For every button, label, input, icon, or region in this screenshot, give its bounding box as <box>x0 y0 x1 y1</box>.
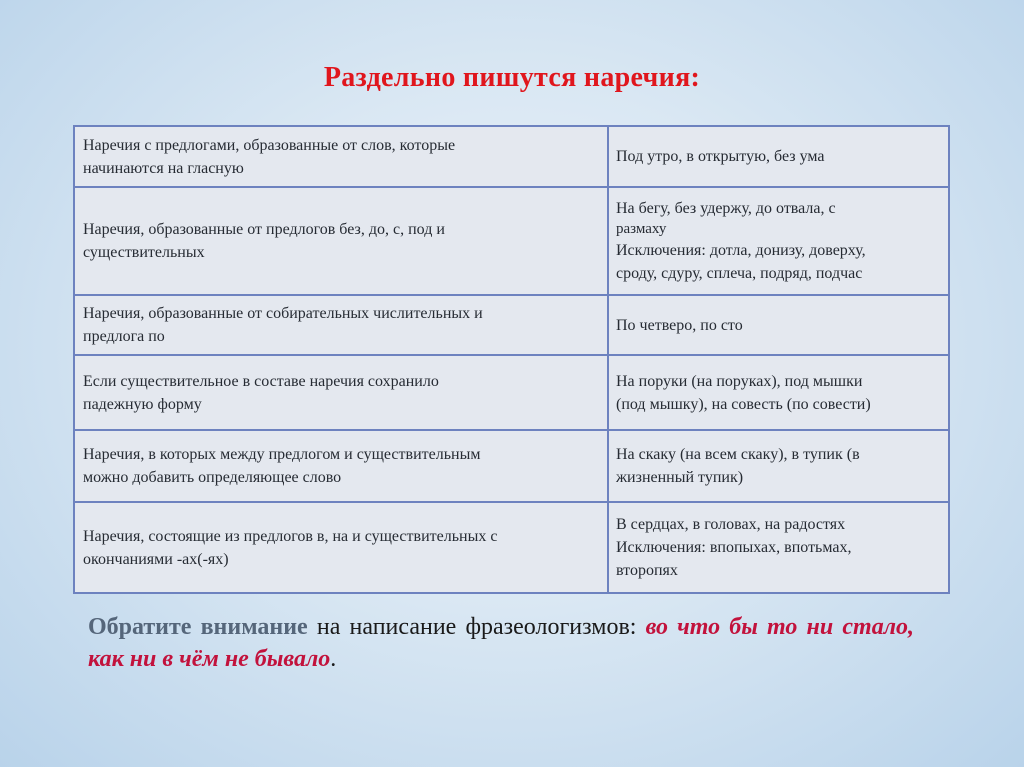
adverbs-table <box>73 125 950 594</box>
example-cell <box>608 430 949 502</box>
rule-line: можно добавить определяющее слово <box>83 469 342 486</box>
phraseology-note <box>88 611 914 675</box>
note-text: на написание фразеологизмов: <box>307 614 646 640</box>
example-line: сроду, сдуру, сплеча, подряд, подчас <box>616 265 863 282</box>
slide-title: Раздельно пишутся наречия: <box>323 62 701 93</box>
example-cell <box>608 187 949 295</box>
example-cell <box>608 126 949 187</box>
example-cell <box>608 295 949 355</box>
table-row <box>74 187 949 295</box>
rule-cell <box>74 126 608 187</box>
rule-line: Наречия, образованные от предлогов без, до, с, под и <box>83 221 445 238</box>
table-row <box>74 502 949 593</box>
rule-line: окончаниями -ах(-ях) <box>83 550 229 568</box>
example-line: На скаку (на всем скаку), в тупик (в <box>616 446 860 463</box>
rule-line: Наречия, в которых между предлогом и существительным <box>83 446 481 463</box>
note-end: . <box>330 646 337 672</box>
example-line: По четверо, по сто <box>616 316 743 334</box>
rule-line: Наречия, образованные от собирательных числительных и <box>83 305 483 322</box>
rule-cell <box>74 502 608 593</box>
rule-cell <box>74 187 608 295</box>
example-cell <box>608 502 949 593</box>
example-line: второпях <box>616 562 678 579</box>
rule-line: Если существительное в составе наречия сохранило <box>83 372 439 390</box>
rule-line: Наречия с предлогами, образованные от слов, которые <box>83 136 456 154</box>
example-line: Исключения: дотла, донизу, доверху, <box>616 242 866 259</box>
rule-line: падежную форму <box>83 395 202 413</box>
example-cell <box>608 355 949 430</box>
example-line: В сердцах, в головах, на радостях <box>616 516 846 533</box>
note-emphasis: Обратите внимание <box>88 614 308 640</box>
example-line: Под утро, в открытую, без ума <box>616 148 825 165</box>
example-line: размаху <box>616 221 667 237</box>
example-line: Исключения: впопыхах, впотьмах, <box>616 539 852 556</box>
rule-cell <box>74 430 608 502</box>
example-line: На бегу, без удержу, до отвала, с <box>616 200 836 217</box>
rule-cell <box>74 355 608 430</box>
example-line: жизненный тупик) <box>616 469 744 486</box>
rule-cell <box>74 295 608 355</box>
table-row <box>74 126 949 187</box>
rule-line: предлога по <box>83 328 165 345</box>
rule-line: существительных <box>83 244 205 261</box>
rule-line: начинаются на гласную <box>83 159 244 177</box>
note-phrases: во что бы то ни стало, как ни в чём не бывало <box>88 614 915 672</box>
rule-line: Наречия, состоящие из предлогов в, на и существительных с <box>83 527 498 545</box>
table-row <box>74 355 949 430</box>
example-line: На поруки (на поруках), под мышки <box>616 372 863 390</box>
table-row <box>74 295 949 355</box>
table-row <box>74 430 949 502</box>
example-line: (под мышку), на совесть (по совести) <box>616 395 871 413</box>
